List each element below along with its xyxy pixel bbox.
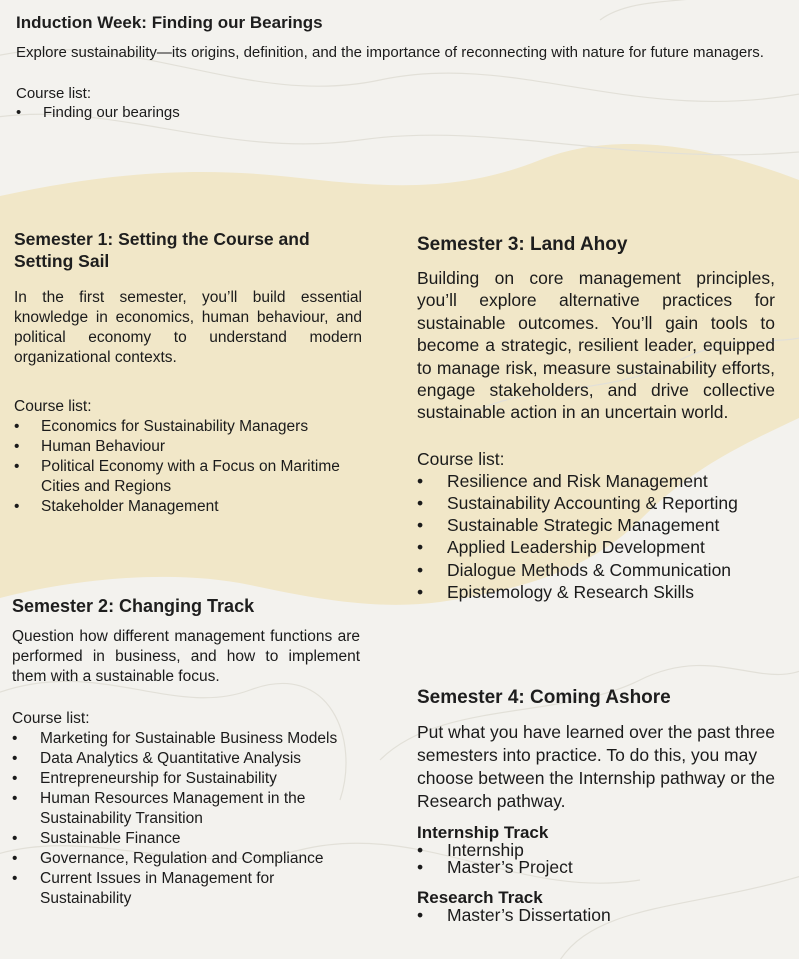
semester-2-section [12, 595, 360, 909]
semester-4-section [417, 686, 787, 924]
semester-2-title: Semester 2: Changing Track [12, 596, 255, 616]
list-item: • Sustainable Finance [12, 829, 360, 849]
list-item: • Master’s Project [417, 859, 787, 876]
list-item: • Human Resources Management in the Sustainability Transition [12, 789, 360, 829]
list-item: • Entrepreneurship for Sustainability [12, 769, 360, 789]
semester-3-course-list-label: Course list: [417, 448, 505, 469]
semester-2-description: Question how different management functions are performed in business, and how to implement them with a sustainable focus. [12, 628, 360, 685]
list-item: • Sustainability Accounting & Reporting [417, 492, 775, 514]
semester-2-course-list [12, 729, 360, 909]
semester-2-course-list-label: Course list: [12, 710, 90, 727]
semester-1-title: Semester 1: Setting the Course and Setting Sail [14, 229, 310, 271]
semester-4-description: Put what you have learned over the past three semesters into practice. To do this, you may choose between the Internship pathway or the Research pathway. [417, 722, 776, 811]
semester-1-course-list [14, 417, 362, 517]
list-item: • Internship [417, 842, 787, 859]
internship-track-title: Internship Track [417, 823, 549, 842]
list-item: • Political Economy with a Focus on Maritime Cities and Regions [14, 457, 362, 497]
induction-description: Explore sustainability—its origins, definition, and the importance of reconnecting with nature for future managers. [16, 44, 764, 61]
induction-title: Induction Week: Finding our Bearings [16, 13, 323, 32]
induction-week-section [16, 12, 781, 122]
list-item: • Current Issues in Management for Sustainability [12, 869, 360, 909]
semester-3-title: Semester 3: Land Ahoy [417, 234, 628, 255]
research-track-title: Research Track [417, 888, 543, 907]
semester-3-description: Building on core management principles, you’ll explore alternative practices for sustainable outcomes. You’ll gain tools to become a strategic, resilient leader, equipped to manage risk, measure sustainability efforts, engage stakeholders, and drive collective sustainable action in an uncertain world. [417, 268, 775, 423]
induction-course-list [16, 103, 781, 122]
list-item: • Resilience and Risk Management [417, 470, 775, 492]
semester-1-course-list-label: Course list: [14, 398, 92, 415]
induction-course-list-label: Course list: [16, 85, 92, 102]
list-item: • Human Behaviour [14, 437, 362, 457]
semester-3-course-list [417, 470, 775, 603]
research-track-list [417, 907, 787, 924]
list-item: • Sustainable Strategic Management [417, 514, 775, 536]
semester-3-section [417, 233, 775, 603]
internship-track-list [417, 842, 787, 876]
semester-4-title: Semester 4: Coming Ashore [417, 687, 671, 708]
semester-1-description: In the first semester, you’ll build essential knowledge in economics, human behaviour, and political economy to understand modern organizational contexts. [14, 289, 362, 366]
list-item: • Economics for Sustainability Managers [14, 417, 362, 437]
list-item: • Stakeholder Management [14, 497, 362, 517]
semester-1-section [14, 228, 362, 517]
list-item: • Governance, Regulation and Compliance [12, 849, 360, 869]
list-item: • Master’s Dissertation [417, 907, 787, 924]
list-item: • Finding our bearings [16, 103, 781, 122]
list-item: • Marketing for Sustainable Business Models [12, 729, 360, 749]
list-item: • Applied Leadership Development [417, 536, 775, 558]
list-item: • Data Analytics & Quantitative Analysis [12, 749, 360, 769]
list-item: • Epistemology & Research Skills [417, 581, 775, 603]
list-item: • Dialogue Methods & Communication [417, 559, 775, 581]
